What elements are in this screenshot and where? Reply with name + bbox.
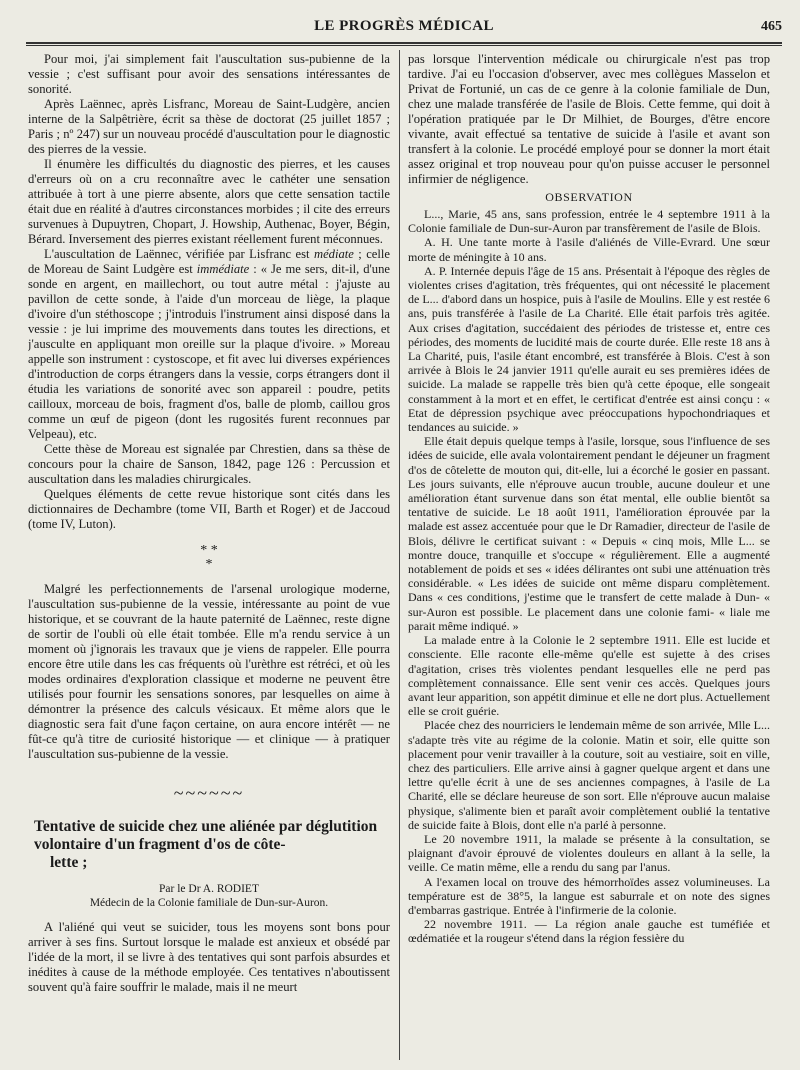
paragraph: Cette thèse de Moreau est signalée par Chrestien, dans sa thèse de concours pour la chaire de Sanson, 1842, page 126 : Percussion et auscultation dans les maladies chirurgicales.: [28, 442, 390, 486]
section-stars: * * *: [200, 543, 218, 572]
article-title-line: lette ;: [50, 854, 88, 871]
page-header: [26, 18, 782, 42]
article-title: [28, 818, 390, 872]
italic-term: immédiate: [196, 262, 250, 276]
paragraph: 22 novembre 1911. — La région anale gauche est tuméfiée et œdématiée et la rougeur s'étend dans la région fessière du: [408, 917, 770, 946]
paragraph: L..., Marie, 45 ans, sans profession, entrée le 4 septembre 1911 à la Colonie familiale de Dun-sur-Auron par transfèrement de l'asile de Blois.: [408, 207, 770, 236]
paragraph: Le 20 novembre 1911, la malade se présente à la consultation, se plaignant d'avoir éprouvé de violentes douleurs en allant à la selle, la veille. Ce matin même, elle a rendu du sang par l'anus.: [408, 831, 770, 875]
paragraph: La malade entre à la Colonie le 2 septembre 1911. Elle est lucide et consciente. Elle raconte elle-même qu'elle est sujette à des crises d'agitation, crises très violentes pendant lesquelles elle ne perd pas complètement connaissance. Elle sent venir ces accès. Quelques jours avant leur apparition, son appétit diminue et elle ne dort plus. Actuellement elle se croit guérie.: [408, 633, 770, 719]
paragraph: Il énumère les difficultés du diagnostic des pierres, et les causes d'erreurs où on a cru reconnaître avec le cathéter une sensation attribuée à tort à une pierre absente, alors que cette sensation tactile était due en réalité à d'autres circonstances morbides ; il cite des erreurs survenues à Dupuytren, Chopart, J. Howship, Authenac, Boyer, Bégin, Bérard. Inversement des pierres existant réellement furent méconnues.: [28, 157, 390, 246]
paragraph: A l'aliéné qui veut se suicider, tous les moyens sont bons pour arriver à ses fins. Surtout lorsque le malade est anxieux et obsédé par l'idée de la mort, il se livre à des tentatives qui sont parfois absurdes et inédites à cause de la méthode employée. Ces tentatives n'aboutissent souvent qu'à faire souffrir le malade, mais il ne meurt: [28, 920, 390, 994]
author-affiliation: Médecin de la Colonie familiale de Dun-sur-Auron.: [89, 897, 329, 909]
column-divider: [399, 50, 400, 1060]
paragraph: A l'examen local on trouve des hémorrhoïdes assez volumineuses. La température est de 38°5, la langue est saburrale et on note des signes d'embarras gastrique. Entrée à l'infirmerie de la colonie.: [408, 874, 770, 917]
page-number: 465: [761, 19, 782, 34]
paragraph: Après Laënnec, après Lisfranc, Moreau de Saint-Ludgère, ancien interne de la Salpêtrière, écrit sa thèse de doctorat (25 juillet 1857 ; Paris ; nº 247) sur un nouveau procédé d'auscultation pour le diagnostic des pierres de la vessie.: [28, 97, 390, 156]
paragraph: A. P. Internée depuis l'âge de 15 ans. Présentait à l'époque des règles de violentes crises d'agitation, très fréquentes, qui ont nécessité le placement de L... d'abord dans un hospice, puis à l'asile de Moulins. Elle y est restée 6 ans, puis transférée à l'asile de La Charité. Elle était parfois très agitée. Aux crises d'agitation, succédaient des périodes de tristesse et, entre ces périodes, des moments de lucidité mais de courte durée. Elle reste 18 ans à La Charité, puis, l'asile étant encombré, est transférée à Blois. C'est à son arrivée à Blois le 24 janvier 1911 qu'elle aurait eu ses premières idées de suicide. La malade se rappelle très bien qu'à cette époque, elle songeait constamment à la mort et en effet, le certificat d'entrée est ainsi conçu : « Etat de dépression psychique avec préoccupations hypochondriaques et tendances au suicide. »: [408, 263, 770, 435]
left-column: [28, 52, 390, 1060]
paragraph: Elle était depuis quelque temps à l'asile, lorsque, sous l'influence de ses idées de suicide, elle avala volontairement pendant le déjeuner un fragment d'os de côtelette de mouton qui, dit-elle, lui a écorché le gosier en passant. Les jours suivants, elle n'éprouve aucun trouble, aucune douleur et une amélioration étant survenue dans son état mental, elle oublie bientôt sa tentative de suicide. Le 18 août 1911, l'amélioration éprouvée par la malade est assez accentuée pour que le Dr Ramadier, directeur de l'asile de Blois, délivre le certificat suivant : « Depuis « cinq mois, Mlle L... se montre douce, tranquille et s'occupe « régulièrement. Elle a augmenté notablement de poids et ses « idées délirantes ont subi une atténuation très considérable. « Les idées de suicide ont même disparu complètement. Dans « ces conditions, j'estime que le transfert de cette malade à Dun- « sur-Auron est possible. Le placement dans une colonie fami- « liale me parait même indiqué. »: [408, 434, 770, 633]
right-column: [408, 52, 770, 1060]
paragraph: Malgré les perfectionnements de l'arsenal urologique moderne, l'auscultation sus-pubienne de la vessie, intéressante au point de vue historique, et se couvrant de la haute paternité de Laënnec, reste digne de sortir de l'oubli où elle était tombée. Elle m'a rendu service à un moment où j'ignorais les travaux que je viens de rappeler. Elle pourra encore être utile dans les cas fréquents où l'urèthre est rétréci, et où les modes ordinaires d'exploration classique et moderne ne peuvent être utilisés pour fournir les sensations sonores, par lesquelles on aime à démontrer la présence des calculs vésicaux. Et même alors que le diagnostic sera fait d'une façon certaine, on aura encore intérêt — ne fût-ce qu'à titre de curiosité historique — et clinique — à pratiquer l'auscultation sus-pubienne de la vessie.: [28, 582, 390, 761]
paragraph: Placée chez des nourriciers le lendemain même de son arrivée, Mlle L... s'adapte très vite au régime de la colonie. Matin et soir, elle quitte son placement pour venir travailler à la couture, soit au vestiaire, soit en ville, chez des particuliers. Elle arrive ainsi à gagner quelque argent et dans une lettre qu'elle écrit à une de ses anciennes compagnes, à l'asile de La Charité, elle se déclare heureuse de son sort. Elle n'éprouve aucun malaise physique, s'alimente bien et paraît avoir complètement oublié la tentative de suicide faite à Blois, dont elle n'a parlé à personne.: [408, 718, 770, 832]
text-run: ; celle de Moreau de Saint Ludgère est: [28, 247, 390, 276]
header-rule: [26, 42, 782, 46]
paragraph: Quelques éléments de cette revue historique sont cités dans les dictionnaires de Dechambre (tome VII, Barth et Roger) et de Jaccoud (tome IV, Luton).: [28, 487, 390, 531]
article-title-line: Tentative de suicide chez une aliénée par déglutition volontaire d'un fragment d'os de côte-: [34, 818, 378, 853]
text-run: L'auscultation de Laënnec, vérifiée par Lisfranc est: [44, 247, 314, 261]
byline: Par le Dr A. RODIET: [159, 883, 259, 895]
paragraph: Pour moi, j'ai simplement fait l'auscultation sus-pubienne de la vessie ; c'est suffisant pour avoir des sensations intéressantes de sonorité.: [28, 52, 390, 96]
paragraph: A. H. Une tante morte à l'asile d'aliénés de Ville-Evrard. Une sœur morte de méningite à 10 ans.: [408, 235, 770, 264]
ornament-divider: ~~~~~~: [173, 783, 245, 803]
paragraph: pas lorsque l'intervention médicale ou chirurgicale n'est pas trop tardive. J'ai eu l'occasion d'observer, avec mes collègues Masselon et Privat de Fortunié, un cas de ce genre à la colonie familiale de Dun, chez une malade transférée de l'asile de Blois. Cette femme, qui doit à l'opération pratiquée par le Dr Milhiet, de Bourges, d'être encore vivante, avait effectué sa tentative de suicide à l'asile et avant son transfert à la colonie. Le procédé employé pour se donner la mort était assez original et trop nouveau pour qu'on puisse accuser le personnel infirmier de négligence.: [408, 52, 770, 186]
text-run: : « Je me sers, dit-il, d'une sonde en argent, en maillechort, ou tout autre métal : j'ajuste au pavillon de cette sonde, à l'aide d'un morceau de liège, la plaque d'ivoire d'un stéthoscope ; j'introduis l'instrument ainsi disposé dans la vessie : je lui imprime des mouvements dans toutes les directions, et j'ausculte en appliquant mon oreille sur la plaque d'ivoire. » Moreau appelle son instrument : cystoscope, et fit avec lui diverses expériences d'introduction de corps étrangers dans la vessie, corps étrangers dont il étudia les variations de sonorité avec son appareil : poudre, petits cailloux, morceau de bois, fragment d'os, balle de plomb, caillou gros comme un œuf de pigeon (dont les rugosités furent reconnues par Velpeau), etc.: [28, 262, 390, 441]
observation-heading: OBSERVATION: [545, 190, 633, 204]
italic-term: médiate: [313, 247, 354, 261]
paragraph-with-italics: [28, 247, 390, 442]
running-title: LE PROGRÈS MÉDICAL: [314, 18, 494, 34]
